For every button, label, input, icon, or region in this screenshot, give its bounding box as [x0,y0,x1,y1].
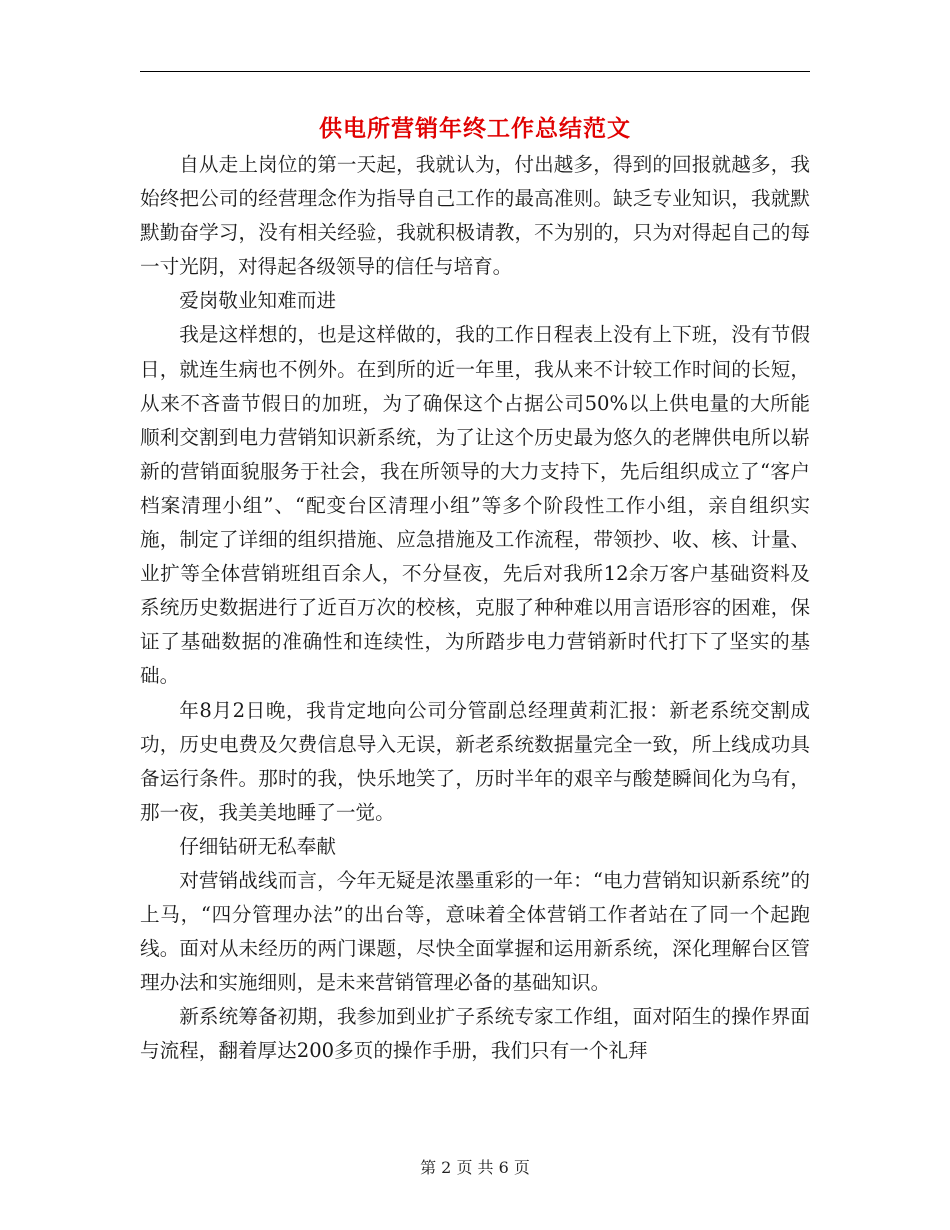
paragraph-new-system: 新系统筹备初期，我参加到业扩子系统专家工作组，面对陌生的操作界面与流程，翻着厚达200多页的操作手册，我们只有一个礼拜 [140,1005,810,1063]
section-heading: 仔细钻研无私奉献 [179,834,336,858]
section-heading: 爱岗敬业知难而进 [179,289,336,313]
paragraph-report: 年8月2日晚，我肯定地向公司分管副总经理黄莉汇报：新老系统交割成功，历史电费及欠费信息导入无误，新老系统数据量完全一致，所上线成功具备运行条件。那时的我，快乐地笑了，历时半年的艰辛与酸楚瞬间化为乌有，那一夜，我美美地睡了一觉。 [140,698,810,824]
paragraph-intro: 自从走上岗位的第一天起，我就认为，付出越多，得到的回报就越多，我始终把公司的经营理念作为指导自己工作的最高准则。缺乏专业知识，我就默默勤奋学习，没有相关经验，我就积极请教，不为别的，只为对得起自己的每一寸光阴，对得起各级领导的信任与培育。 [140,153,810,279]
page-number: 第 2 页 共 6 页 [420,1158,530,1177]
paragraph-marketing: 对营销战线而言，今年无疑是浓墨重彩的一年：“电力营销知识新系统”的上马，“四分管理办法”的出台等，意味着全体营销工作者站在了同一个起跑线。面对从未经历的两门课题，尽快全面掌握和运用新系统，深化理解台区管理办法和实施细则，是未来营销管理必备的基础知识。 [140,868,810,995]
paragraph-dedication: 我是这样想的，也是这样做的，我的工作日程表上没有上下班，没有节假日，就连生病也不例外。在到所的近一年里，我从来不计较工作时间的长短，从来不吝啬节假日的加班，为了确保这个占据公司50%以上供电量的大所能顺利交割到电力营销知识新系统，为了让这个历史最为悠久的老牌供电所以崭新的营销面貌服务于社会，我在所领导的大力支持下，先后组织成立了“客户档案清理小组”、“配变台区清理小组”等多个阶段性工作小组，亲自组织实施，制定了详细的组织措施、应急措施及工作流程，带领抄、收、核、计量、业扩等全体营销班组百余人，不分昼夜，先后对我所12余万客户基础资料及系统历史数据进行了近百万次的校核，克服了种种难以用言语形容的困难，保证了基础数据的准确性和连续性，为所踏步电力营销新时代打下了坚实的基础。 [140,323,810,688]
header-rule [140,71,810,72]
document-title: 供电所营销年终工作总结范文 [319,116,631,142]
document-body [140,148,810,1069]
